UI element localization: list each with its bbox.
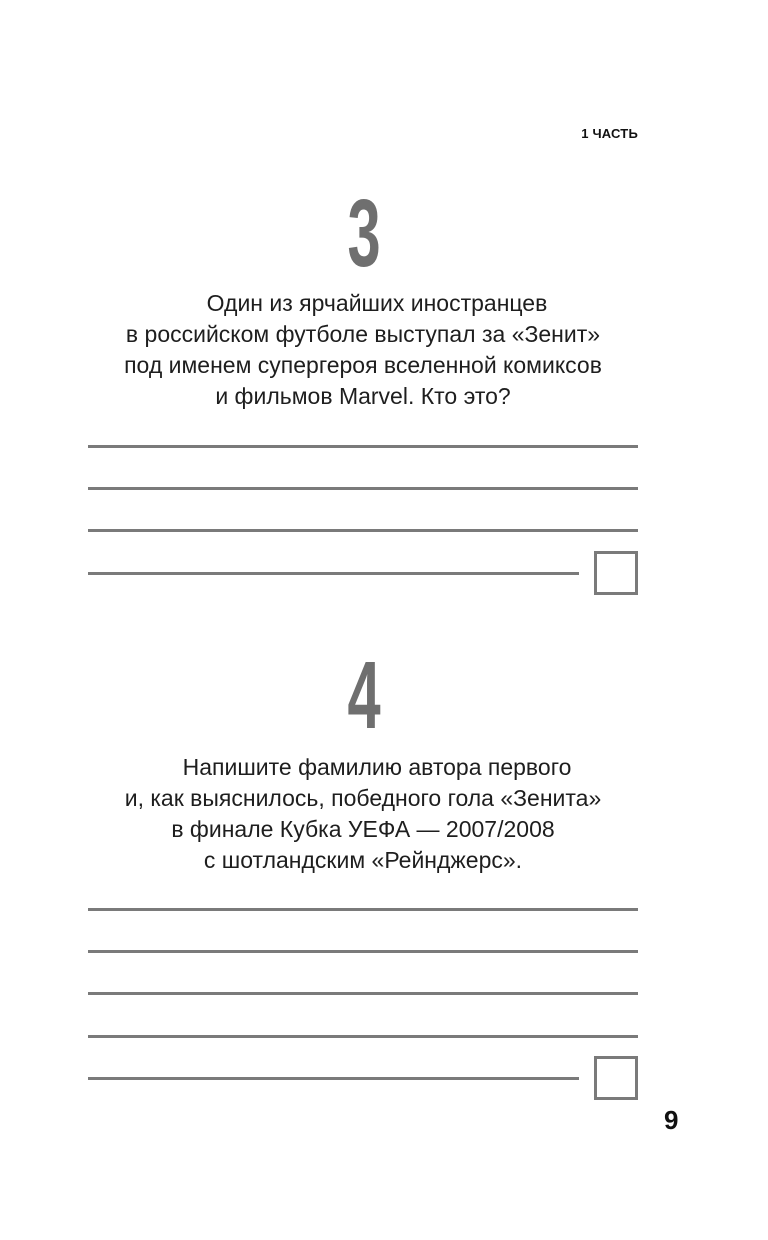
question-text-line: в российском футболе выступал за «Зенит» <box>125 321 601 347</box>
question-text-line: Напишите фамилию автора первого <box>182 754 572 780</box>
question-text-line: и фильмов Marvel. Кто это? <box>215 383 511 409</box>
question-text <box>88 288 638 412</box>
question-text-line: под именем супергероя вселенной комиксов <box>124 352 602 378</box>
question-number: 4 <box>347 642 381 749</box>
answer-line[interactable] <box>88 445 638 448</box>
running-head: 1 ЧАСТЬ <box>581 126 638 141</box>
question-text-line: Один из ярчайших иностранцев <box>206 290 548 316</box>
answer-line[interactable] <box>88 950 638 953</box>
answer-line[interactable] <box>88 529 638 532</box>
answer-line[interactable] <box>88 572 579 575</box>
answer-line[interactable] <box>88 1035 638 1038</box>
question-number: 3 <box>347 180 381 287</box>
answer-checkbox[interactable] <box>594 1056 638 1100</box>
answer-line[interactable] <box>88 908 638 911</box>
page-number: 9 <box>664 1105 679 1135</box>
answer-checkbox[interactable] <box>594 551 638 595</box>
answer-line[interactable] <box>88 992 638 995</box>
answer-line[interactable] <box>88 487 638 490</box>
question-text-line: с шотландским «Рейнджерс». <box>203 847 523 873</box>
question-text-line: в финале Кубка УЕФА — 2007/2008 <box>171 816 555 842</box>
question-text <box>88 752 638 876</box>
question-text-line: и, как выяснилось, победного гола «Зенита» <box>124 785 602 811</box>
answer-line[interactable] <box>88 1077 579 1080</box>
